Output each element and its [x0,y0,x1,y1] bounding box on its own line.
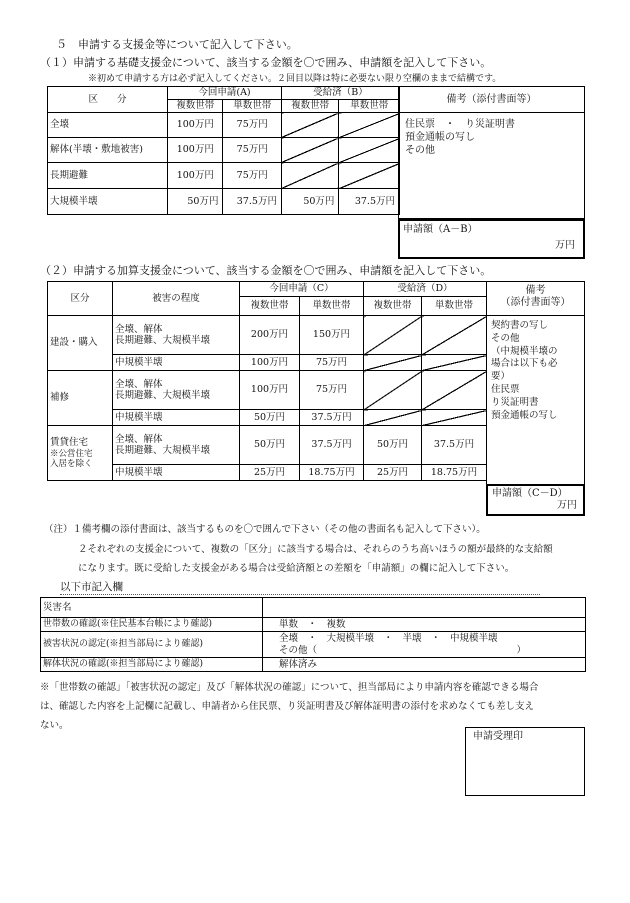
t2-remarks-box [486,315,585,485]
t1-cell-received-single[interactable]: 37.5万円 [339,189,400,215]
t1-remark-item[interactable]: その他 [405,145,435,156]
t1-header-multi: 複数世帯 [168,100,223,113]
t1-remark-item[interactable]: 住民票 ・ り災証明書 [405,119,515,130]
city-row-value-household[interactable]: 単数 ・ 複数 [263,618,586,632]
t2-header-single: 単数世帯 [300,297,364,316]
t1-remarks-header-box [398,86,585,113]
t2-apply-amount-label: 申請額（C－D） [492,488,568,499]
t1-row-label: 長期避難 [48,163,168,189]
t2-header-received-multi: 複数世帯 [364,297,422,316]
city-row-value-disaster[interactable] [263,598,586,618]
t1-cell-received-multi[interactable]: 50万円 [281,189,338,215]
subsection-2-heading: （２）申請する加算支援金について、該当する金額を〇で囲み、申請額を記入して下さい。 [40,264,492,277]
t2-degree-line1: 全壊、解体 [115,433,163,445]
t2-cell-multi[interactable]: 100万円 [240,355,300,371]
section-heading: ５ 申請する支援金等について記入して下さい。 [56,38,298,51]
t2-cell-received-single [422,410,487,426]
receipt-stamp-label: 申請受理印 [473,731,523,742]
t2-cell-single[interactable]: 150万円 [300,316,364,355]
t2-remark-item: 場合は以下も必 [491,358,558,370]
t1-cell-received-single [339,163,400,189]
t2-header-current: 今回申請（C） [240,282,364,297]
t2-remark-item[interactable]: 預金通帳の写し [491,409,558,421]
t1-header-current: 今回申請(A) [168,87,282,100]
city-row-label: 被害状況の認定(※担当部局により確認) [41,632,263,658]
t2-group-label: 建設・購入 [48,316,113,371]
note-1: （注）１備考欄の添付書面は、該当するものを〇で囲んで下さい（その他の書面名も記入して下さい）。 [44,524,486,535]
t2-group-label-cell [48,426,113,481]
t2-remark-item[interactable]: 契約書の写し [491,320,549,331]
note-3: になります。既に受給した支援金がある場合は受給済額との差額を「申請額」の欄に記入して下さい。 [78,563,515,574]
t1-cell-single[interactable]: 75万円 [223,138,281,163]
t2-cell-received-single [422,355,487,371]
t2-cell-received-multi[interactable]: 50万円 [364,426,422,465]
t2-group-label: 補修 [48,371,113,426]
t2-header-received-single: 単数世帯 [422,297,487,316]
t2-group-note2: 入居を除く [50,458,93,469]
t2-remark-item[interactable]: 住民票 [491,384,520,396]
t2-cell-received-single [422,371,487,410]
t1-cell-multi[interactable]: 100万円 [168,138,223,163]
t2-cell-single[interactable]: 37.5万円 [300,410,364,426]
t2-group-note: ※公営住宅 [50,448,93,459]
t2-degree-line2: 長期避難、大規模半壊 [115,390,211,401]
t2-degree [113,316,240,355]
city-entry-table [40,597,586,672]
t1-cell-single[interactable]: 75万円 [223,113,281,138]
t2-group-label: 賃貸住宅 [50,437,89,449]
basic-support-table [47,86,400,215]
t2-degree-line2: 長期避難、大規模半壊 [115,335,211,346]
t2-degree-line2: 長期避難、大規模半壊 [115,445,211,456]
subsection-1-note: ※初めて申請する方は必ず記入してください。２回目以降は特に必要ない限り空欄のままで結構です。 [88,74,502,84]
t1-apply-amount-label: 申請額（A－B） [403,224,478,235]
t2-header-degree: 被害の程度 [113,282,240,316]
t2-cell-multi[interactable]: 25万円 [240,465,300,481]
t2-remark-item[interactable]: り災証明書 [491,396,539,408]
t2-cell-received-single[interactable]: 18.75万円 [422,465,487,481]
t2-remarks-header-2: （添付書面等） [500,297,571,308]
t2-degree [113,371,240,410]
t2-header-multi: 複数世帯 [240,297,300,316]
t2-cell-multi[interactable]: 100万円 [240,371,300,410]
city-section-title-row [60,580,540,595]
city-row-label: 世帯数の確認(※住民基本台帳により確認) [41,618,263,632]
city-row-value-demolition[interactable]: 解体済み [263,658,586,672]
t2-remarks-header-box [486,281,585,316]
subsection-1-heading: （１）申請する基礎支援金について、該当する金額を〇で囲み、申請額を記入して下さい。 [40,56,492,69]
t1-cell-received-multi [281,113,338,138]
t2-cell-received-multi[interactable]: 25万円 [364,465,422,481]
t2-header-category: 区分 [48,282,113,316]
t2-cell-received-multi [364,410,422,426]
t1-header-received-multi: 複数世帯 [281,100,338,113]
t1-cell-multi[interactable]: 100万円 [168,163,223,189]
t2-degree: 中規模半壊 [113,465,240,481]
t1-row-label: 解体(半壊・敷地被害) [48,138,168,163]
t1-cell-received-multi [281,163,338,189]
t2-cell-multi[interactable]: 50万円 [240,410,300,426]
t1-header-received: 受給済（B） [281,87,399,100]
t1-cell-received-single [339,138,400,163]
city-row-label: 災害名 [41,598,263,618]
t2-cell-single[interactable]: 37.5万円 [300,426,364,465]
additional-support-table [47,281,487,481]
t1-remark-item[interactable]: 預金通帳の写し [405,132,475,143]
t2-cell-multi[interactable]: 200万円 [240,316,300,355]
t1-header-received-single: 単数世帯 [339,100,400,113]
t2-cell-single[interactable]: 75万円 [300,355,364,371]
city-footnote-1: ※「世帯数の確認」「被害状況の認定」及び「解体状況の確認」について、担当部局により申請内容を確認できる場合 [40,682,539,693]
city-row-label: 解体状況の確認(※担当部局により確認) [41,658,263,672]
t2-cell-received-multi [364,316,422,355]
t1-remarks-header: 備考（添付書面等） [446,94,537,105]
t1-remarks-box [398,112,585,219]
t2-remark-item: 要） [491,371,511,383]
city-section-title: 以下市記入欄 [60,581,123,593]
t2-remark-item: （中規模半壊の [491,345,558,357]
t1-cell-received-single [339,113,400,138]
t1-header-category: 区 分 [48,87,168,113]
t1-cell-multi[interactable]: 100万円 [168,113,223,138]
damage-options[interactable]: 全壊 ・ 大規模半壊 ・ 半壊 ・ 中規模半壊 [279,633,498,645]
t2-remark-item[interactable]: その他 [491,332,520,344]
t1-cell-single[interactable]: 75万円 [223,163,281,189]
city-footnote-2: は、確認した内容を上記欄に記載し、申請者から住民票、り災証明書及び解体証明書の添付を求めなくても差し支え [40,701,535,712]
t2-apply-amount-box[interactable] [486,484,585,516]
t2-degree-line1: 全壊、解体 [115,378,163,390]
t2-cell-received-multi [364,355,422,371]
note-2: ２それぞれの支援金について、複数の「区分」に該当する場合は、それらのうち高いほうの額が最終的な支給額 [78,544,553,555]
city-row-value-damage[interactable] [263,632,586,658]
t2-degree: 中規模半壊 [113,410,240,426]
t1-apply-amount-box[interactable] [398,219,585,259]
t1-row-label: 全壊 [48,113,168,138]
t2-cell-multi[interactable]: 50万円 [240,426,300,465]
t2-cell-received-single [422,316,487,355]
damage-other[interactable]: その他（ ） [279,644,527,656]
t1-cell-single[interactable]: 37.5万円 [223,189,281,215]
t2-cell-single[interactable]: 75万円 [300,371,364,410]
t2-apply-amount-unit: 万円 [557,500,577,511]
t2-degree-line1: 全壊、解体 [115,323,163,335]
t2-cell-received-single[interactable]: 37.5万円 [422,426,487,465]
t2-cell-single[interactable]: 18.75万円 [300,465,364,481]
t1-row-label: 大規模半壊 [48,189,168,215]
t1-apply-amount-unit: 万円 [555,240,575,251]
t2-degree: 中規模半壊 [113,355,240,371]
t2-cell-received-multi [364,371,422,410]
t1-cell-received-multi [281,138,338,163]
t2-remarks-header-1: 備考 [525,285,546,296]
t2-degree [113,426,240,465]
t1-header-single: 単数世帯 [223,100,281,113]
t2-header-received: 受給済（D） [364,282,487,297]
city-footnote-3: ない。 [40,720,69,731]
receipt-stamp-box[interactable] [465,727,585,796]
t1-cell-multi[interactable]: 50万円 [168,189,223,215]
